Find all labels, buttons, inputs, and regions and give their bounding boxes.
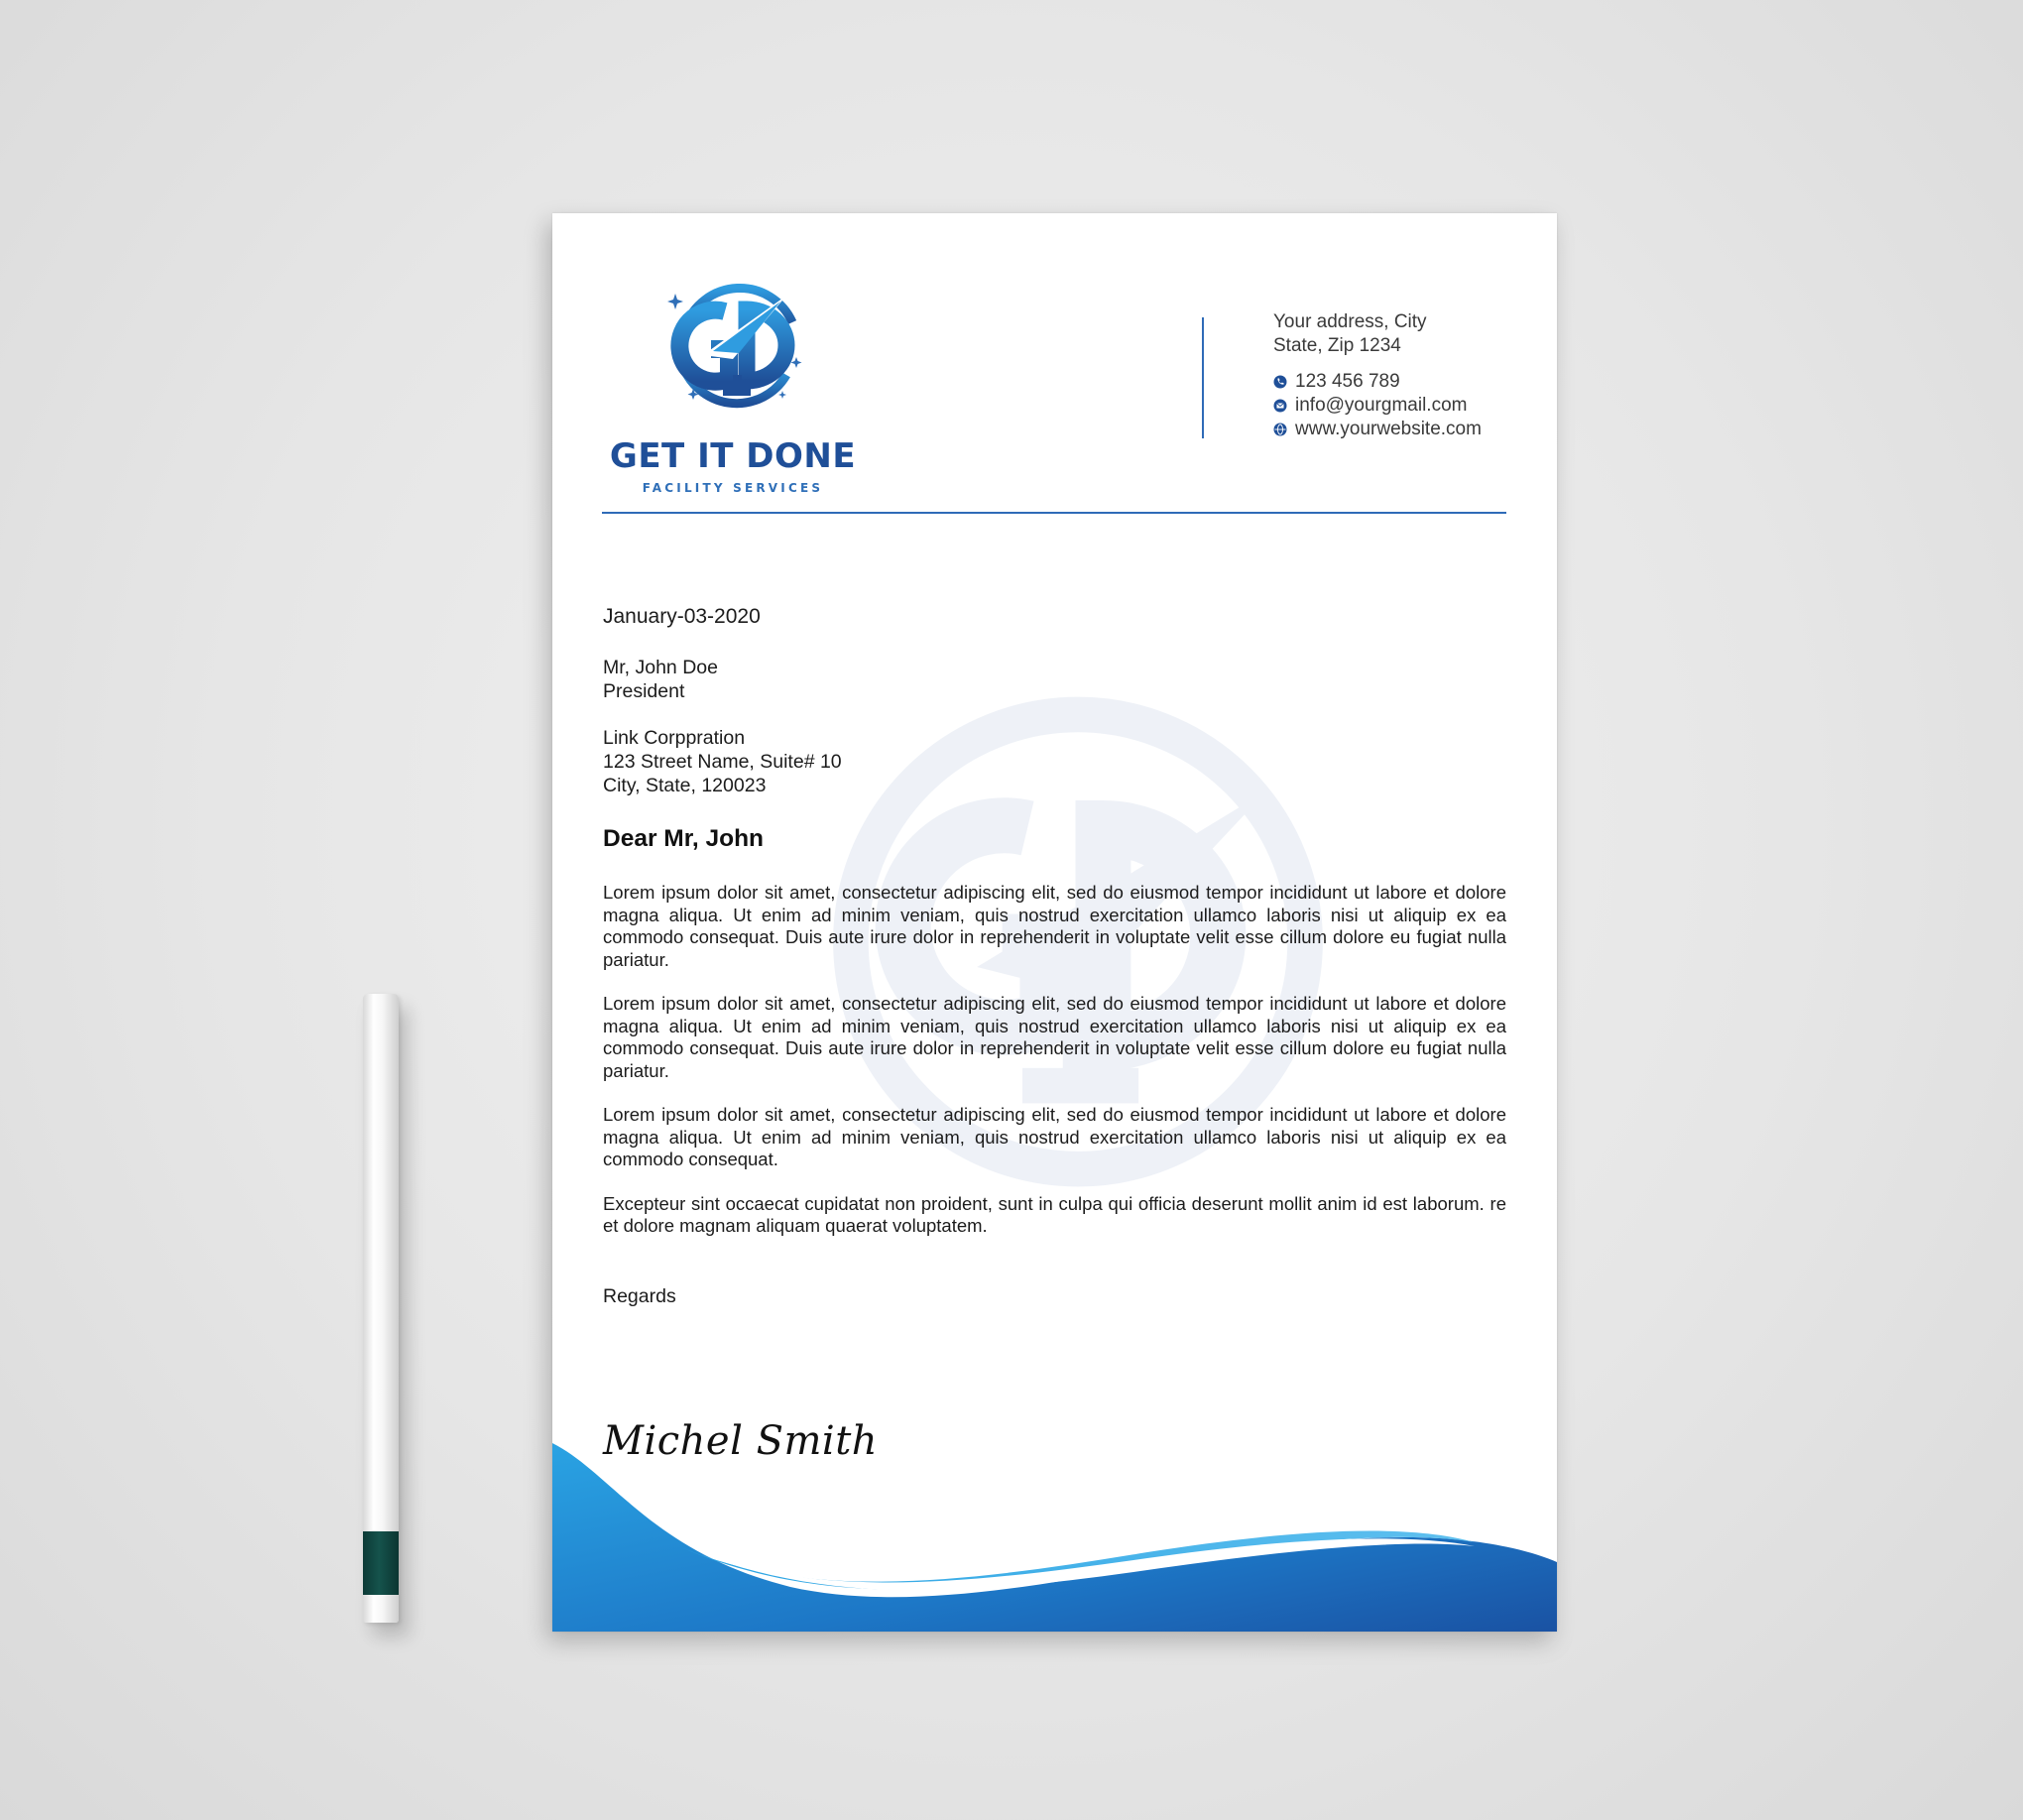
recipient-company-city: City, State, 120023 — [603, 775, 767, 796]
recipient-name: Mr, John Doe — [603, 657, 718, 678]
website-url[interactable]: www.yourwebsite.com — [1295, 419, 1482, 439]
letter-date: January-03-2020 — [603, 605, 761, 628]
header-divider — [1202, 317, 1204, 438]
mail-icon — [1273, 399, 1287, 413]
globe-icon — [1273, 423, 1287, 436]
website-row — [1273, 418, 1482, 441]
company-tagline: FACILITY SERVICES — [642, 481, 824, 495]
contact-block — [1273, 310, 1482, 441]
paragraph: Excepteur sint occaecat cupidatat non proident, sunt in culpa qui officia deserunt mollit anim id est laborum. re et dolore magnam aliquam quaerat voluptatem. — [603, 1192, 1506, 1236]
recipient-company-name: Link Corppration — [603, 727, 746, 749]
paragraph: Lorem ipsum dolor sit amet, consectetur adipiscing elit, sed do eiusmod tempor incididunt ut labore et dolore magna aliqua. Ut enim ad minim veniam, quis nostrud exercitation ullamco laboris nisi ut aliquip ex ea commodo consequat. Duis aute irure dolor in reprehenderit in voluptate velit esse cillum dolore eu fugiat nulla pariatur. — [603, 882, 1506, 970]
recipient-company-block — [603, 726, 842, 797]
recipient-company-street: 123 Street Name, Suite# 10 — [603, 751, 842, 773]
phone-number: 123 456 789 — [1295, 371, 1400, 392]
letterhead-paper — [552, 213, 1557, 1632]
email-address[interactable]: info@yourgmail.com — [1295, 395, 1468, 416]
company-logo — [600, 268, 868, 506]
paragraph: Lorem ipsum dolor sit amet, consectetur adipiscing elit, sed do eiusmod tempor incididunt ut labore et dolore magna aliqua. Ut enim ad minim veniam, quis nostrud exercitation ullamco laboris nisi ut aliquip ex ea commodo consequat. — [603, 1104, 1506, 1169]
paragraph: Lorem ipsum dolor sit amet, consectetur adipiscing elit, sed do eiusmod tempor incididunt ut labore et dolore magna aliqua. Ut enim ad minim veniam, quis nostrud exercitation ullamco laboris nisi ut aliquip ex ea commodo consequat. Duis aute irure dolor in reprehenderit in voluptate velit esse cillum dolore eu fugiat nulla pariatur. — [603, 993, 1506, 1081]
closing: Regards — [603, 1285, 676, 1307]
footer-wave — [552, 1443, 1557, 1632]
pen-band — [363, 1531, 399, 1595]
header-rule — [602, 512, 1506, 514]
recipient-block — [603, 656, 718, 703]
signature: Michel Smith — [603, 1418, 879, 1464]
company-name: GET IT DONE — [609, 436, 857, 476]
email-row — [1273, 394, 1482, 418]
phone-row — [1273, 370, 1482, 394]
address-line-2: State, Zip 1234 — [1273, 335, 1401, 356]
recipient-title: President — [603, 680, 685, 702]
pen-prop — [363, 994, 399, 1623]
logo-monogram-icon — [655, 268, 814, 426]
address-line-1: Your address, City — [1273, 311, 1427, 332]
salutation: Dear Mr, John — [603, 825, 765, 852]
letter-paragraphs — [603, 882, 1506, 1260]
phone-icon — [1273, 375, 1287, 389]
